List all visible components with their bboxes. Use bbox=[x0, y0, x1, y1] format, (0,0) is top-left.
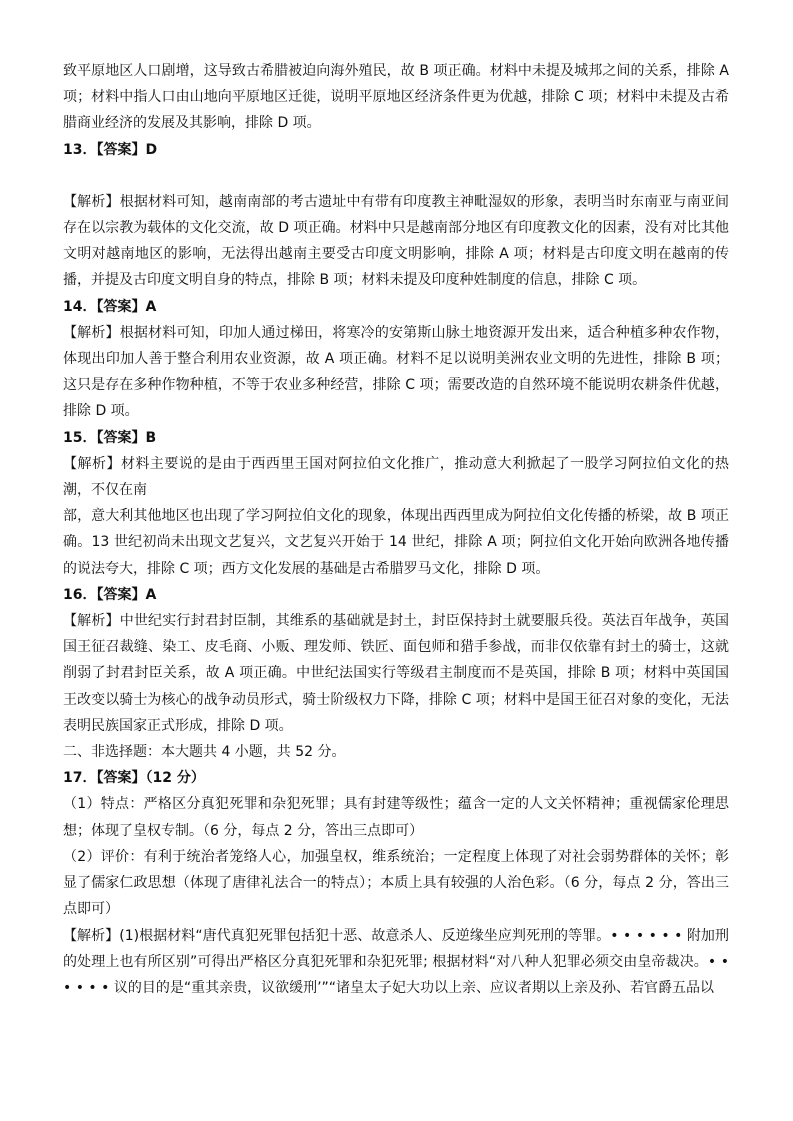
paragraph: （1）特点：严格区分真犯死罪和杂犯死罪；具有封建等级性；蕴含一定的人文关怀精神；重视儒家伦理思想；体现了皇权专制。（6 分，每点 2 分，答出三点即可） bbox=[63, 796, 729, 839]
answer-heading: 15．【答案】B bbox=[63, 429, 157, 446]
answer-heading: 13．【答案】D bbox=[63, 141, 158, 158]
paragraph: 【解析】根据材料可知，越南南部的考古遗址中有带有印度教主神毗湿奴的形象，表明当时东南亚与南亚间存在以宗教为载体的文化交流，故 D 项正确。材料中只是越南部分地区有印度教文化的因素，没有对比其他文明对越南地区的影响，无法得出越南主要受古印度文明影响，排除 A 项；材料是古印度文明在越南的传播，并提及古印度文明自身的特点，排除 B 项；材料未提及印度种姓制度的信息，排除 C 项。 bbox=[63, 193, 729, 289]
paragraph: 二、非选择题：本大题共 4 小题，共 52 分。 bbox=[63, 744, 346, 761]
answer-heading: 14．【答案】A bbox=[63, 298, 157, 315]
paragraph: 致平原地区人口剧增，这导致古希腊被迫向海外殖民，故 B 项正确。材料中未提及城邦之间的关系，排除 A 项；材料中指人口由山地向平原地区迁徙，说明平原地区经济条件更为优越，排除 C 项；材料中未提及古希腊商业经济的发展及其影响，排除 D 项。 bbox=[63, 63, 729, 132]
paragraph: 部，意大利其他地区也出现了学习阿拉伯文化的现象，体现出西西里成为阿拉伯文化传播的桥梁，故 B 项正确。13 世纪初尚未出现文艺复兴，文艺复兴开始于 14 世纪，排除 A 项；阿拉伯文化开始向欧洲各地传播的说法夸大，排除 C 项；西方文化发展的基础是古希腊罗马文化，排除 D 项。 bbox=[63, 508, 729, 577]
paragraph: 【解析】材料主要说的是由于西西里王国对阿拉伯文化推广，推动意大利掀起了一股学习阿拉伯文化的热潮，不仅在南 bbox=[63, 455, 729, 499]
paragraph: （2）评价：有利于统治者笼络人心，加强皇权，维系统治；一定程度上体现了对社会弱势群体的关怀；彰显了儒家仁政思想（体现了唐律礼法合一的特点）；本质上具有较强的人治色彩。（6 分，每点 2 分，答出三点即可） bbox=[63, 848, 729, 918]
paragraph: 【解析】(1)根据材料“唐代真犯死罪包括犯十恶、故意杀人、反逆缘坐应判死刑的等罪。• • • • • • 附加刑的处理上也有所区别”可得出严格区分真犯死罪和杂犯死罪; 根据材料“对八种人犯罪必须交由皇帝裁决。• • • • • • 议的目的是“重其亲贵，议欲缓刑’”“诸皇太子妃大功以上亲、应议者期以上亲及孙、若官爵五品以 bbox=[63, 927, 729, 996]
blank-line bbox=[63, 163, 729, 189]
answer-heading: 17．【答案】（12 分） bbox=[63, 770, 205, 787]
answer-heading: 16．【答案】A bbox=[63, 586, 157, 603]
paragraph: 【解析】根据材料可知，印加人通过梯田，将寒冷的安第斯山脉土地资源开发出来，适合种植多种农作物，体现出印加人善于整合利用农业资源，故 A 项正确。材料不足以说明美洲农业文明的先进性，排除 B 项；这只是存在多种作物种植，不等于农业多种经营，排除 C 项；需要改造的自然环境不能说明农耕条件优越，排除 D 项。 bbox=[63, 324, 729, 420]
paragraph: 【解析】中世纪实行封君封臣制，其维系的基础就是封土，封臣保持封土就要服兵役。英法百年战争，英国国王征召裁缝、染工、皮毛商、小贩、理发师、铁匠、面包师和猎手参战，而非仅依靠有封土的骑士，这就削弱了封君封臣关系，故 A 项正确。中世纪法国实行等级君主制度而不是英国，排除 B 项；材料中英国国王改变以骑士为核心的战争动员形式，骑士阶级权力下降，排除 C 项；材料中是国王征召对象的变化，无法表明民族国家正式形成，排除 D 项。 bbox=[63, 613, 729, 734]
document-page bbox=[63, 58, 729, 1001]
